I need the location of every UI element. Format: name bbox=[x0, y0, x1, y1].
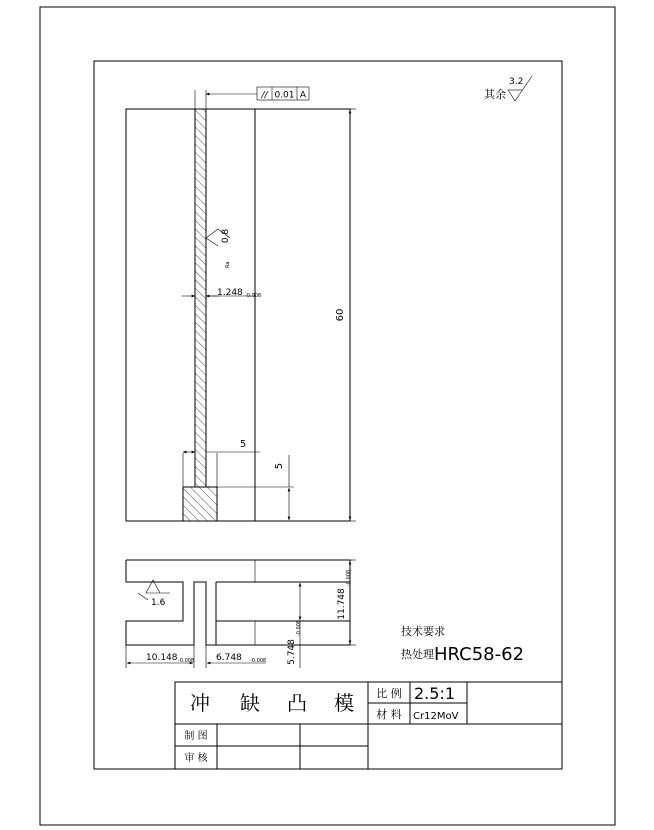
dim-5-height-value: 5 bbox=[274, 462, 285, 470]
tech-heat-value: HRC58-62 bbox=[434, 644, 525, 665]
material-value: Cr12MoV bbox=[413, 711, 459, 722]
title-block bbox=[175, 682, 562, 769]
part-name-char-3: 凸 bbox=[287, 691, 307, 715]
surface-general-value: 3.2 bbox=[509, 77, 524, 87]
tolerance-value: 0.01 bbox=[274, 90, 295, 101]
dim-5748-tol: -0.008 bbox=[296, 619, 302, 637]
dim-11748-tol: -0.008 bbox=[346, 569, 352, 587]
dim-6748-tol: -0.008 bbox=[250, 658, 267, 664]
surface-bottom-value: 1.6 bbox=[151, 598, 166, 608]
dim-60 bbox=[335, 109, 356, 521]
dim-10148-value: 10.148 bbox=[146, 653, 178, 663]
dim-1248 bbox=[182, 288, 261, 299]
dim-11748-value: 11.748 bbox=[337, 588, 347, 620]
front-view bbox=[126, 90, 350, 521]
tolerance-symbol: // bbox=[261, 90, 268, 101]
scale-value: 2.5:1 bbox=[414, 684, 456, 703]
dim-10148 bbox=[126, 645, 194, 668]
punch-shank bbox=[195, 109, 206, 487]
surface-side-value: 0.8 bbox=[221, 228, 231, 244]
surface-side-mark: Ra bbox=[225, 261, 231, 268]
part-name-char-1: 冲 bbox=[190, 691, 210, 715]
dim-5-height bbox=[274, 455, 289, 520]
dim-6748 bbox=[206, 645, 266, 668]
tech-heat-label: 热处理 bbox=[401, 648, 434, 661]
dim-1248-tol: -0.008 bbox=[245, 293, 262, 299]
dim-5-width-value: 5 bbox=[239, 439, 247, 450]
checked-label: 审 核 bbox=[184, 753, 208, 764]
side-surface-finish bbox=[206, 229, 231, 268]
dim-5748-value: 5.748 bbox=[287, 639, 297, 665]
tolerance-datum: A bbox=[299, 90, 307, 101]
scale-label: 比 例 bbox=[376, 687, 402, 700]
part-name-char-4: 模 bbox=[334, 691, 354, 715]
parallelism-tolerance bbox=[206, 87, 309, 101]
dim-1248-value: 1.248 bbox=[217, 288, 243, 298]
part-name-char-2: 缺 bbox=[240, 691, 260, 715]
general-surface-finish bbox=[484, 76, 532, 101]
bottom-surface-finish bbox=[138, 580, 170, 608]
punch-base bbox=[183, 487, 217, 521]
dim-11748 bbox=[337, 560, 356, 645]
material-label: 材 料 bbox=[376, 708, 402, 721]
drawn-label: 制 图 bbox=[184, 731, 208, 742]
dim-5748 bbox=[287, 583, 302, 668]
technical-requirements bbox=[401, 624, 524, 665]
tech-heading: 技术要求 bbox=[401, 625, 445, 638]
dim-60-value: 60 bbox=[335, 308, 346, 322]
dim-6748-value: 6.748 bbox=[216, 653, 242, 663]
dim-10148-tol: -0.008 bbox=[178, 658, 195, 664]
surface-general-prefix: 其余 bbox=[484, 88, 506, 101]
